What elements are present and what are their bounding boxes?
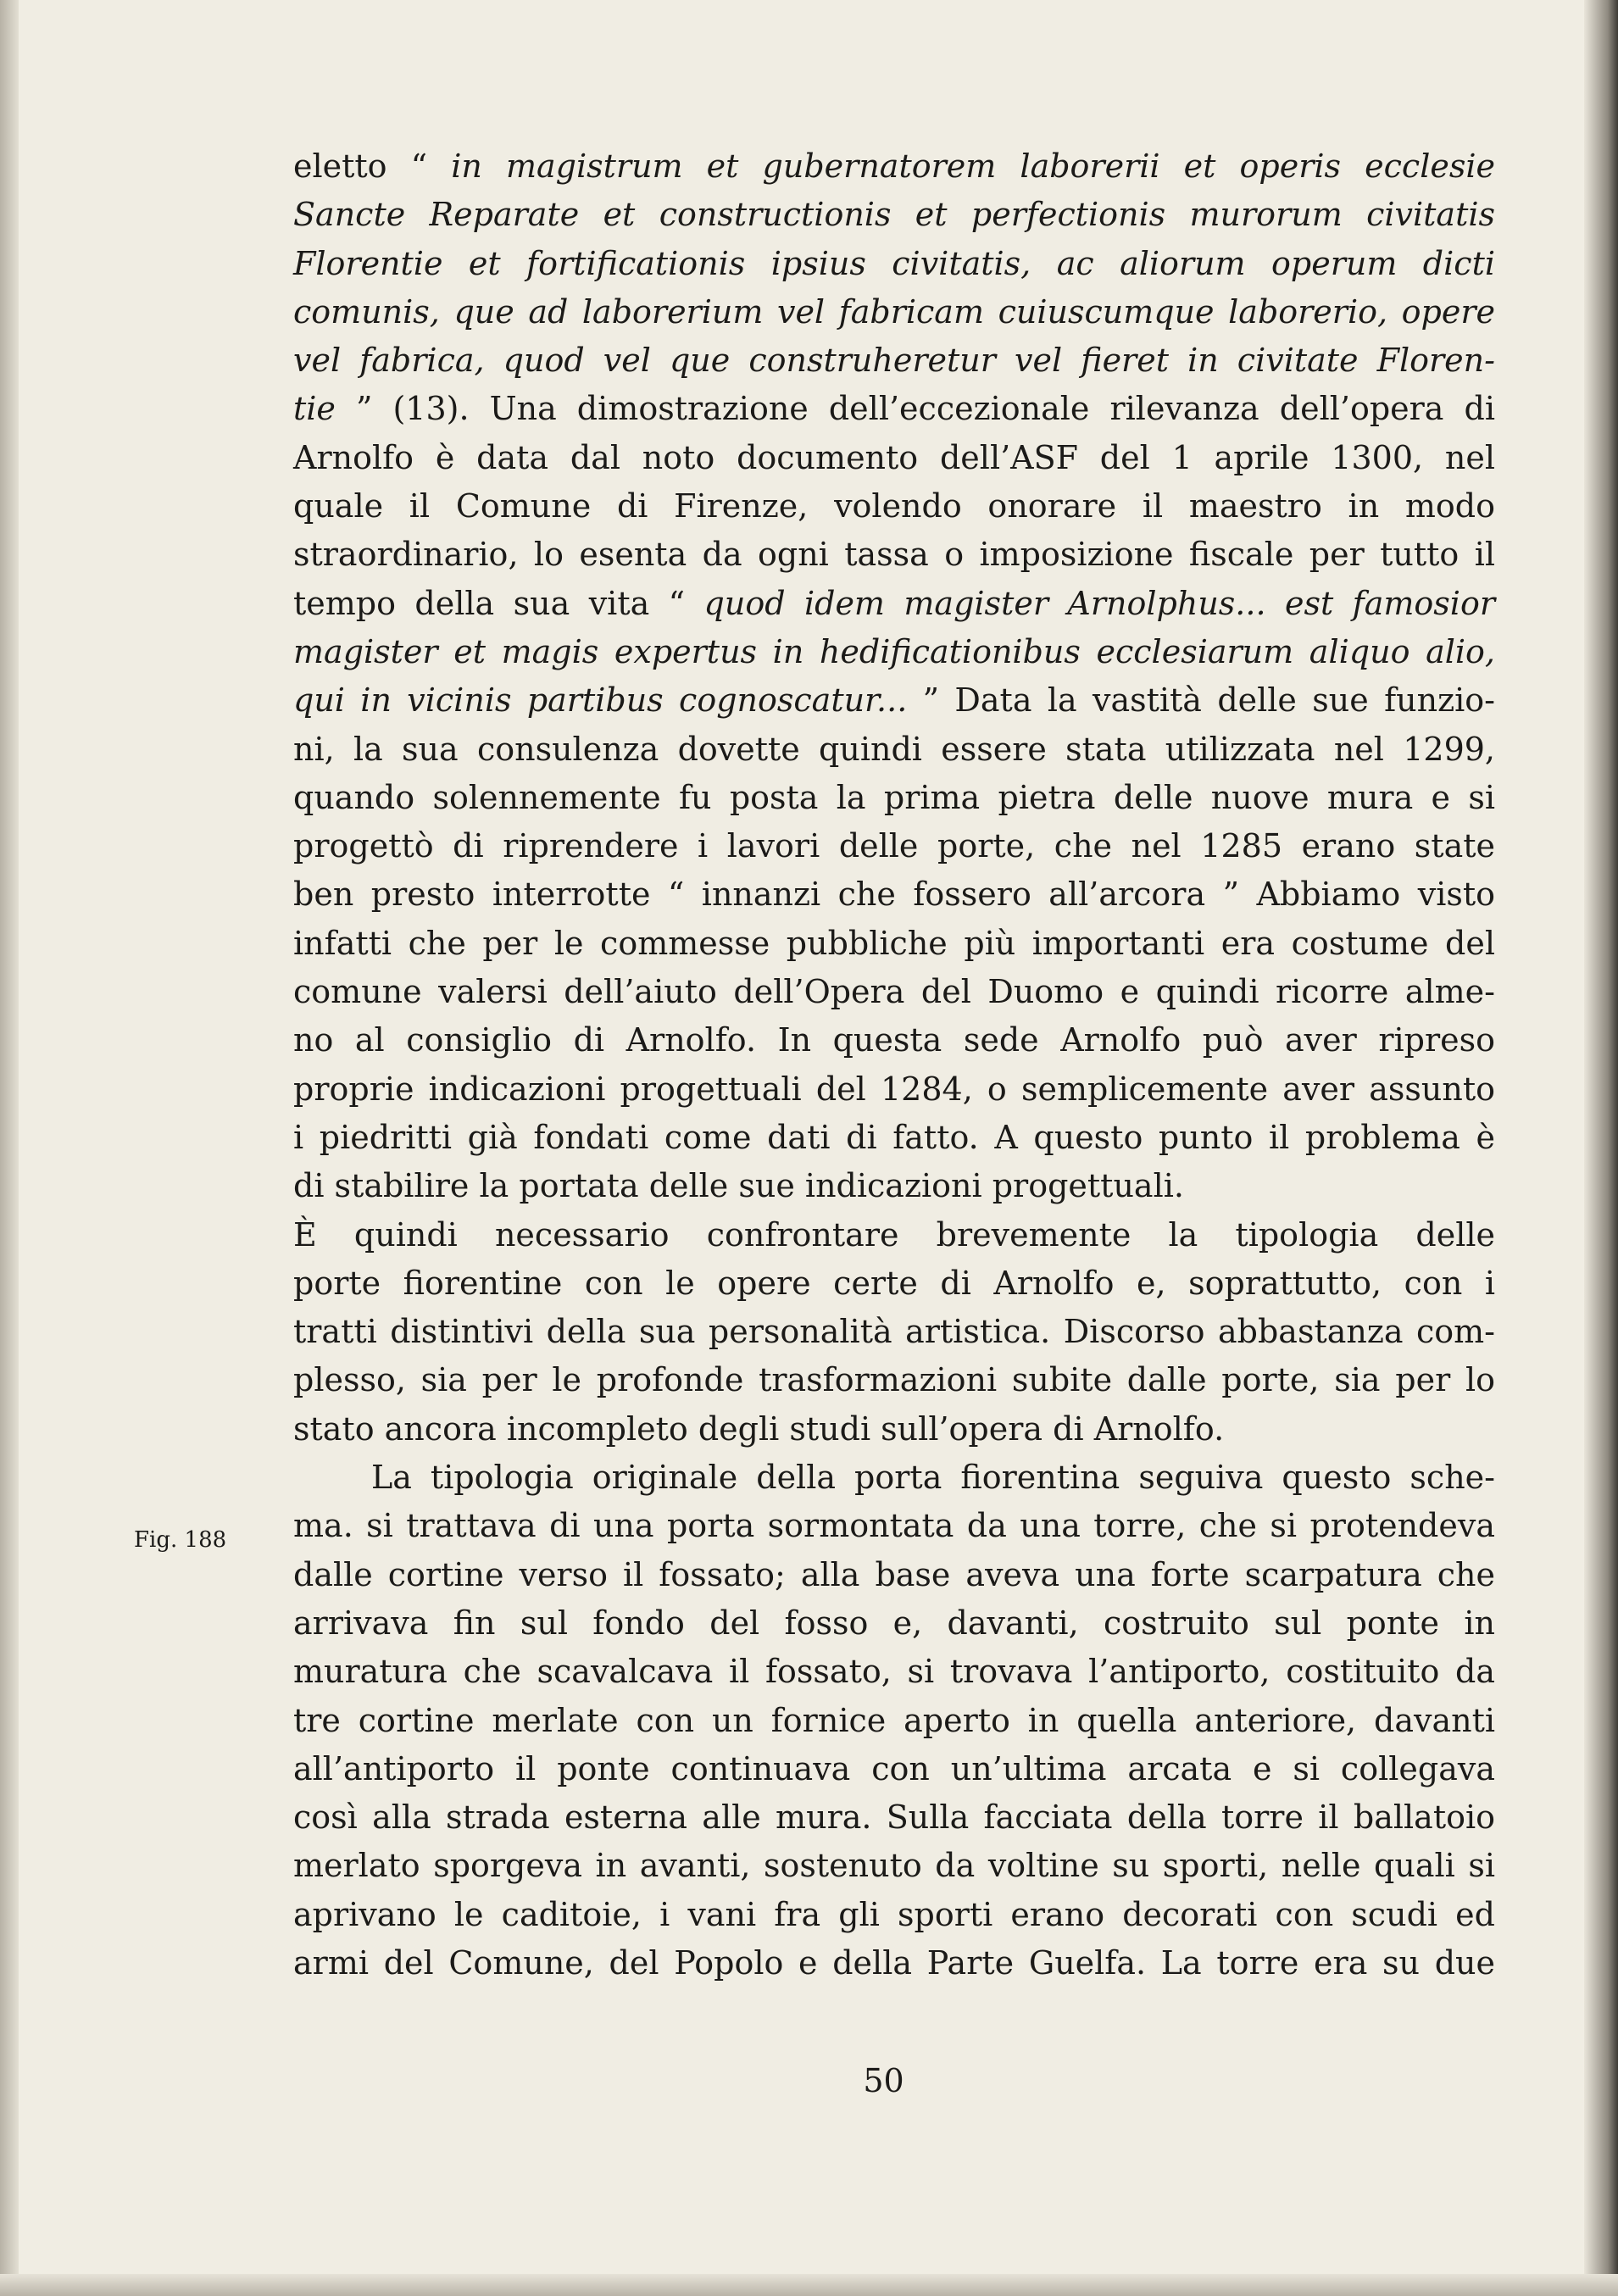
text-line xyxy=(293,1697,1495,1745)
text-line xyxy=(293,1114,1495,1162)
text-segment: tratti distintivi della sua personalità artistica. Discorso abbastanza com- xyxy=(293,1313,1495,1351)
text-line xyxy=(293,336,1495,385)
text-line xyxy=(293,482,1495,531)
text-segment: merlato sporgeva in avanti, sostenuto da voltine su sporti, nelle quali si xyxy=(293,1847,1495,1885)
text-line xyxy=(293,1745,1495,1793)
text-line xyxy=(293,1939,1495,1987)
text-line xyxy=(293,1162,1495,1210)
body-text xyxy=(293,142,1495,1987)
text-line xyxy=(293,434,1495,482)
text-segment: quando solennemente fu posta la prima pietra delle nuove mura e si xyxy=(293,778,1495,816)
text-segment: infatti che per le commesse pubbliche più importanti era costume del xyxy=(293,924,1495,962)
italic-latin-quote: quod idem magister Arnolphus... est famosior xyxy=(703,584,1495,622)
italic-latin-quote: comunis, que ad laborerium vel fabricam cuiuscumque laborerio, opere xyxy=(293,292,1495,331)
figure-reference: Fig. 188 xyxy=(134,1527,227,1553)
text-segment: no al consiglio di Arnolfo. In questa sede Arnolfo può aver ripreso xyxy=(293,1021,1495,1059)
text-line xyxy=(293,822,1495,870)
italic-latin-quote: Florentie et fortificationis ipsius civitatis, ac aliorum operum dicti xyxy=(293,244,1495,282)
text-line xyxy=(293,531,1495,579)
text-line xyxy=(293,1599,1495,1648)
text-line xyxy=(293,1259,1495,1308)
italic-latin-quote: in magistrum et gubernatorem laborerii et operis ecclesie xyxy=(451,147,1495,185)
text-line xyxy=(293,628,1495,676)
page-right-edge xyxy=(1584,0,1618,2296)
text-line xyxy=(293,580,1495,628)
text-line xyxy=(293,1308,1495,1356)
text-line xyxy=(293,1842,1495,1890)
text-segment: eletto “ xyxy=(293,147,452,185)
text-segment: porte fiorentine con le opere certe di Arnolfo e, soprattutto, con i xyxy=(293,1264,1495,1302)
text-line xyxy=(293,676,1495,725)
text-line xyxy=(293,1551,1495,1599)
italic-latin-quote: magister et magis expertus in hedificationibus ecclesiarum aliquo alio, xyxy=(293,632,1495,670)
text-segment: straordinario, lo esenta da ogni tassa o imposizione fiscale per tutto il xyxy=(293,536,1495,574)
text-segment: Arnolfo è data dal noto documento dell’ASF del 1 aprile 1300, nel xyxy=(293,438,1495,476)
text-line xyxy=(293,920,1495,968)
text-segment: arrivava fin sul fondo del fosso e, davanti, costruito sul ponte in xyxy=(293,1604,1495,1642)
text-segment: stato ancora incompleto degli studi sull’opera di Arnolfo. xyxy=(293,1409,1225,1448)
text-segment: quale il Comune di Firenze, volendo onorare il maestro in modo xyxy=(293,487,1495,525)
text-line xyxy=(293,774,1495,822)
text-segment: plesso, sia per le profonde trasformazioni subite dalle porte, sia per lo xyxy=(293,1361,1495,1399)
text-line xyxy=(293,1502,1495,1550)
italic-latin-quote: vel fabrica, quod vel que construheretur vel fieret in civitate Floren- xyxy=(293,342,1495,380)
text-line xyxy=(293,1793,1495,1842)
text-segment: ma. si trattava di una porta sormontata da una torre, che si protendeva xyxy=(293,1507,1495,1545)
text-line xyxy=(293,1356,1495,1404)
page-number: 50 xyxy=(863,2062,904,2099)
text-line xyxy=(293,1648,1495,1696)
text-line xyxy=(293,191,1495,239)
text-segment: ” (13). Una dimostrazione dell’eccezionale rilevanza dell’opera di xyxy=(335,390,1495,428)
text-segment: È quindi necessario confrontare brevemente la tipologia delle xyxy=(293,1215,1495,1254)
text-segment: muratura che scavalcava il fossato, si trovava l’antiporto, costituito da xyxy=(293,1653,1495,1691)
text-segment: ben presto interrotte “ innanzi che fossero all’arcora ” Abbiamo visto xyxy=(293,876,1495,914)
italic-latin-quote: qui in vicinis partibus cognoscatur... xyxy=(293,681,908,720)
text-line xyxy=(293,870,1495,919)
text-segment: dalle cortine verso il fossato; alla base aveva una forte scarpatura che xyxy=(293,1555,1495,1593)
italic-latin-quote: tie xyxy=(293,390,336,428)
text-segment: La tipologia originale della porta fiorentina seguiva questo sche- xyxy=(371,1459,1495,1497)
text-line xyxy=(293,725,1495,774)
text-line xyxy=(293,240,1495,288)
text-line xyxy=(293,1405,1495,1454)
text-segment: di stabilire la portata delle sue indicazioni progettuali. xyxy=(293,1167,1184,1205)
text-segment: armi del Comune, del Popolo e della Parte Guelfa. La torre era su due xyxy=(293,1943,1495,1982)
text-segment: aprivano le caditoie, i vani fra gli sporti erano decorati con scudi ed xyxy=(293,1895,1495,1933)
text-line xyxy=(293,968,1495,1016)
text-line xyxy=(293,288,1495,336)
text-segment: all’antiporto il ponte continuava con un’ultima arcata e si collegava xyxy=(293,1749,1495,1787)
text-segment: tempo della sua vita “ xyxy=(293,584,704,622)
text-segment: ” Data la vastità delle sue funzio- xyxy=(907,681,1495,720)
text-segment: progettò di riprendere i lavori delle porte, che nel 1285 erano state xyxy=(293,827,1495,865)
text-segment: tre cortine merlate con un fornice aperto in quella anteriore, davanti xyxy=(293,1701,1495,1739)
text-segment: i piedritti già fondati come dati di fatto. A questo punto il problema è xyxy=(293,1118,1495,1156)
text-line xyxy=(293,1454,1495,1502)
text-segment: proprie indicazioni progettuali del 1284, o semplicemente aver assunto xyxy=(293,1070,1495,1108)
text-line xyxy=(293,1065,1495,1114)
text-segment: ni, la sua consulenza dovette quindi essere stata utilizzata nel 1299, xyxy=(293,730,1495,768)
page-bottom-edge xyxy=(0,2274,1618,2296)
text-line xyxy=(293,142,1495,191)
text-line xyxy=(293,385,1495,433)
text-line xyxy=(293,1211,1495,1259)
text-line xyxy=(293,1016,1495,1065)
page-left-edge xyxy=(0,0,19,2296)
italic-latin-quote: Sancte Reparate et constructionis et perfectionis murorum civitatis xyxy=(293,196,1495,234)
text-segment: comune valersi dell’aiuto dell’Opera del Duomo e quindi ricorre alme- xyxy=(293,973,1495,1011)
text-line xyxy=(293,1891,1495,1939)
text-segment: così alla strada esterna alle mura. Sulla facciata della torre il ballatoio xyxy=(293,1798,1495,1837)
